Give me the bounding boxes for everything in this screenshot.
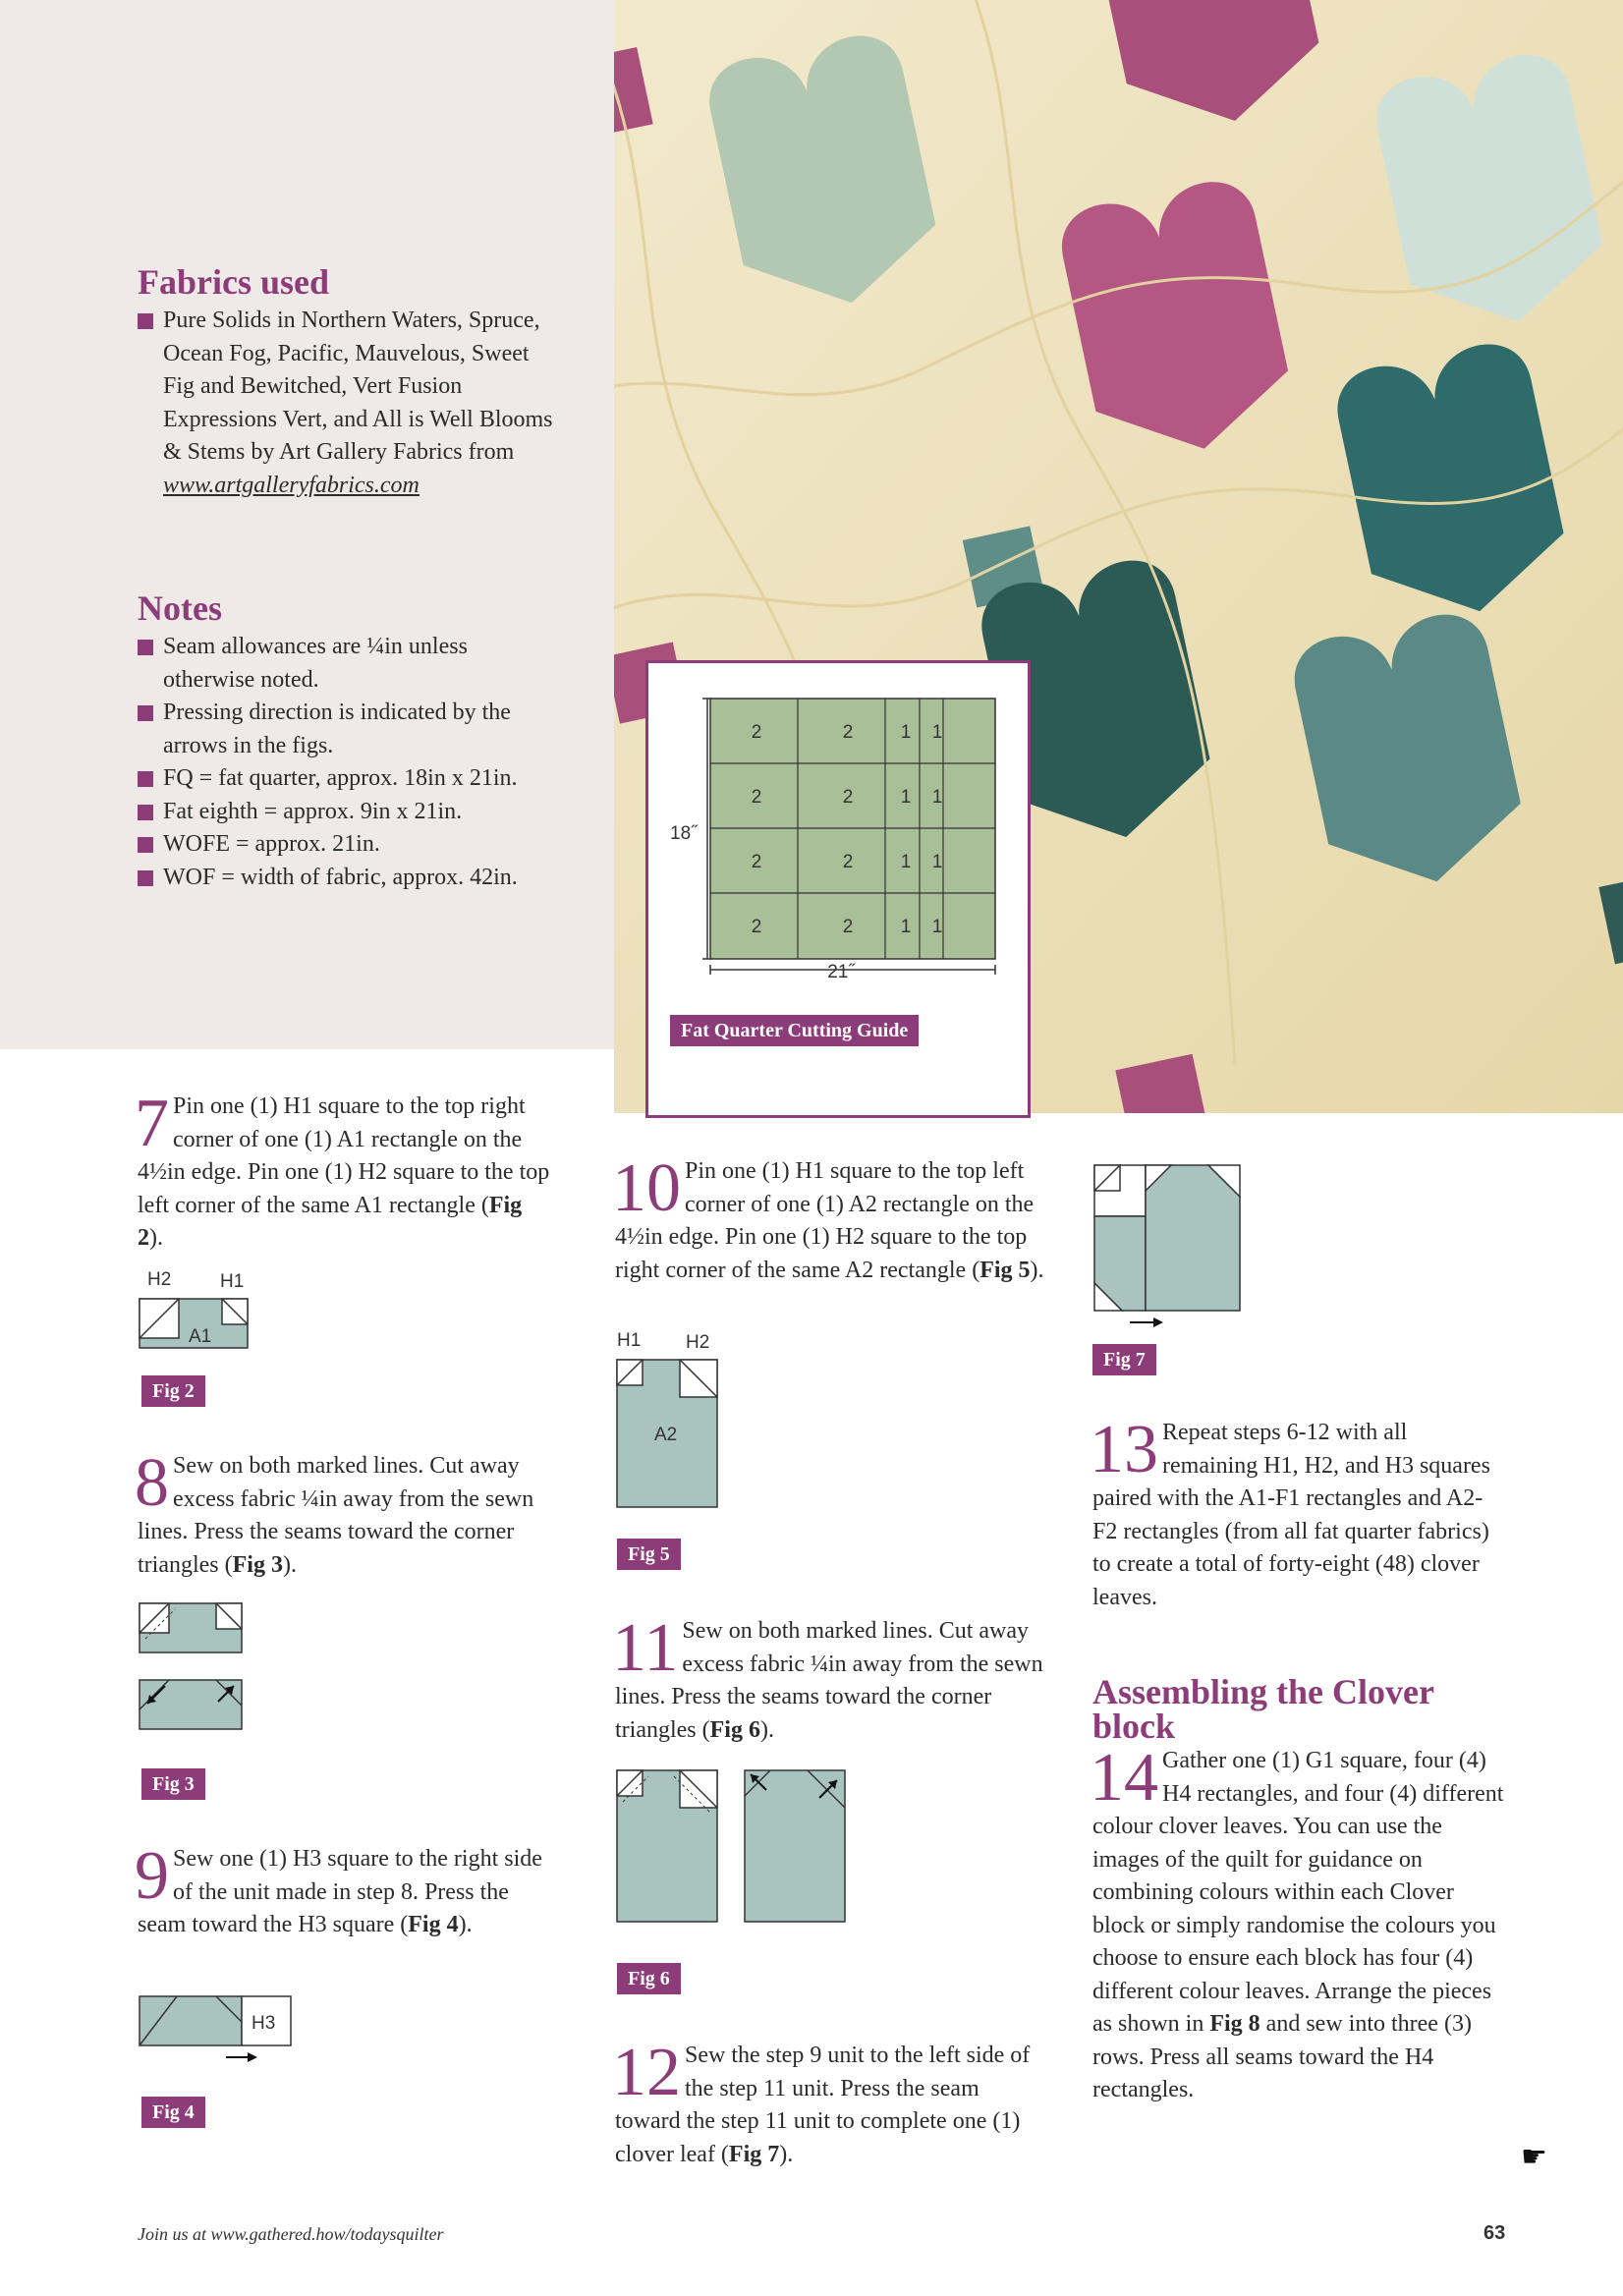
fig-3-caption: Fig 3 [141, 1768, 205, 1800]
fig-2-diagram [138, 1267, 255, 1356]
step-14: 14 Gather one (1) G1 square, four (4) H4 rectangles, and four (4) different colour clover leaves. You can use the images of the quilt for guidance on combining colours within each Clover block or simply randomise the colours you choose to ensure each block has four (4) different colour leaves. Arrange the pieces as shown in Fig 8 and sew into three (3) rows. Press all seams toward the H4 rectangles. [1090, 1740, 1504, 2102]
fig-7-diagram [1092, 1163, 1250, 1330]
fabrics-link[interactable]: www.artgalleryfabrics.com [163, 472, 420, 498]
fig-reference: Fig 3 [232, 1551, 283, 1578]
notes-section [138, 588, 560, 894]
cell-label: 1 [931, 787, 943, 808]
fig-5-diagram [615, 1328, 733, 1515]
step-11: 11 Sew on both marked lines. Cut away excess fabric ¼in away from the sewn lines. Press the seams toward the corner triangles (Fig 6). [612, 1610, 1043, 1743]
cell-label: 2 [751, 722, 762, 743]
cell-label: 2 [751, 852, 762, 872]
bullet-square-icon [138, 870, 153, 886]
step-13: 13 Repeat steps 6-12 with all remaining H1, H2, and H3 squares paired with the A1-F1 rectangles and A2-F2 rectangles (from all fat quarter fabrics) to create a total of forty-eight (48) clover leaves. [1090, 1412, 1490, 1610]
step-number: 14 [1090, 1740, 1158, 1816]
fig-label: A1 [189, 1326, 212, 1347]
fig-label: H2 [686, 1332, 710, 1353]
fig-reference: Fig 8 [1209, 2011, 1260, 2037]
note-item: Seam allowances are ¼in unless otherwise noted. [138, 631, 560, 697]
note-item: WOF = width of fabric, approx. 42in. [138, 862, 560, 895]
cell-label: 2 [842, 787, 854, 808]
step-number: 11 [612, 1610, 679, 1686]
cutting-guide-caption: Fat Quarter Cutting Guide [670, 1015, 919, 1046]
step-8: 8 Sew on both marked lines. Cut away excess fabric ¼in away from the sewn lines. Press the seams toward the corner triangles (Fig 3). [135, 1445, 534, 1578]
fabrics-heading: Fabrics used [138, 262, 330, 302]
fig-6-caption: Fig 6 [617, 1963, 681, 1994]
step-12: 12 Sew the step 9 unit to the left side of the step 11 unit. Press the seam toward the step 11 unit to complete one (1) clover leaf (Fig 7). [612, 2035, 1031, 2167]
fig-label: A2 [654, 1425, 678, 1445]
fig-label: H1 [617, 1330, 642, 1351]
cell-label: 1 [900, 917, 912, 937]
fig-3-diagram [138, 1601, 255, 1739]
cell-label: 2 [842, 852, 854, 872]
fig-reference: Fig 5 [979, 1257, 1031, 1283]
fig-label: H3 [252, 2013, 276, 2034]
cell-label: 2 [842, 722, 854, 743]
fig-reference: Fig 4 [408, 1912, 459, 1937]
fabrics-section [138, 261, 560, 502]
cell-label: 1 [900, 722, 912, 743]
bullet-square-icon [138, 313, 153, 329]
fig-reference: Fig 7 [728, 2141, 780, 2167]
fig-5-caption: Fig 5 [617, 1539, 681, 1570]
assembling-heading: Assembling the Clover block [1092, 1672, 1434, 1746]
width-label: 21˝ [827, 962, 855, 978]
bullet-square-icon [138, 640, 153, 655]
fig-4-diagram [138, 1994, 295, 2073]
fig-7-caption: Fig 7 [1092, 1344, 1156, 1375]
bullet-square-icon [138, 771, 153, 787]
cell-label: 2 [751, 787, 762, 808]
fabrics-text: Pure Solids in Northern Waters, Spruce, Ocean Fog, Pacific, Mauvelous, Sweet Fig and Bewitched, Vert Fusion Expressions Vert, and All is Well Blooms & Stems by Art Gallery Fabrics from [163, 308, 553, 465]
cutting-guide-panel [645, 660, 1031, 1118]
step-number: 12 [612, 2035, 681, 2110]
step-10: 10 Pin one (1) H1 square to the top left corner of one (1) A2 rectangle on the 4½in edge. Pin one (1) H2 square to the top right corner of the same A2 rectangle (Fig 5). [612, 1150, 1044, 1283]
cell-label: 2 [751, 917, 762, 937]
cell-label: 1 [900, 787, 912, 808]
fig-label: H2 [147, 1269, 172, 1290]
continue-hand-icon: ☛ [1521, 2141, 1547, 2173]
step-number: 10 [612, 1150, 681, 1226]
note-item: Pressing direction is indicated by the arrows in the figs. [138, 697, 560, 762]
cell-label: 1 [900, 852, 912, 872]
cell-label: 1 [931, 917, 943, 937]
fabrics-list-item [138, 305, 560, 502]
cell-label: 1 [931, 722, 943, 743]
fig-4-caption: Fig 4 [141, 2097, 205, 2128]
note-item: FQ = fat quarter, approx. 18in x 21in. [138, 762, 560, 796]
fig-reference: Fig 6 [709, 1716, 760, 1743]
bullet-square-icon [138, 805, 153, 820]
bullet-square-icon [138, 705, 153, 721]
step-number: 8 [135, 1445, 169, 1521]
fig-label: H1 [220, 1271, 245, 1292]
note-item: Fat eighth = approx. 9in x 21in. [138, 796, 560, 829]
cutting-guide-diagram [648, 683, 1028, 978]
page-number: 63 [1483, 2222, 1506, 2244]
footer-website: Join us at www.gathered.how/todaysquilter [138, 2224, 444, 2244]
notes-heading: Notes [138, 588, 222, 628]
fig-2-caption: Fig 2 [141, 1375, 205, 1407]
height-label: 18˝ [670, 823, 698, 844]
fig-reference: Fig 2 [138, 1192, 523, 1251]
fig-6-diagram [615, 1768, 851, 1926]
step-number: 7 [135, 1086, 169, 1161]
note-item: WOFE = approx. 21in. [138, 828, 560, 862]
step-9: 9 Sew one (1) H3 square to the right side of the unit made in step 8. Press the seam toward the H3 square (Fig 4). [135, 1838, 542, 1937]
step-7: 7 Pin one (1) H1 square to the top right corner of one (1) A1 rectangle on the 4½in edge. Pin one (1) H2 square to the top left corner of the same A1 rectangle (Fig 2). [135, 1086, 550, 1251]
cell-label: 2 [842, 917, 854, 937]
step-number: 9 [135, 1838, 169, 1914]
bullet-square-icon [138, 837, 153, 853]
cell-label: 1 [931, 852, 943, 872]
step-number: 13 [1090, 1412, 1158, 1487]
